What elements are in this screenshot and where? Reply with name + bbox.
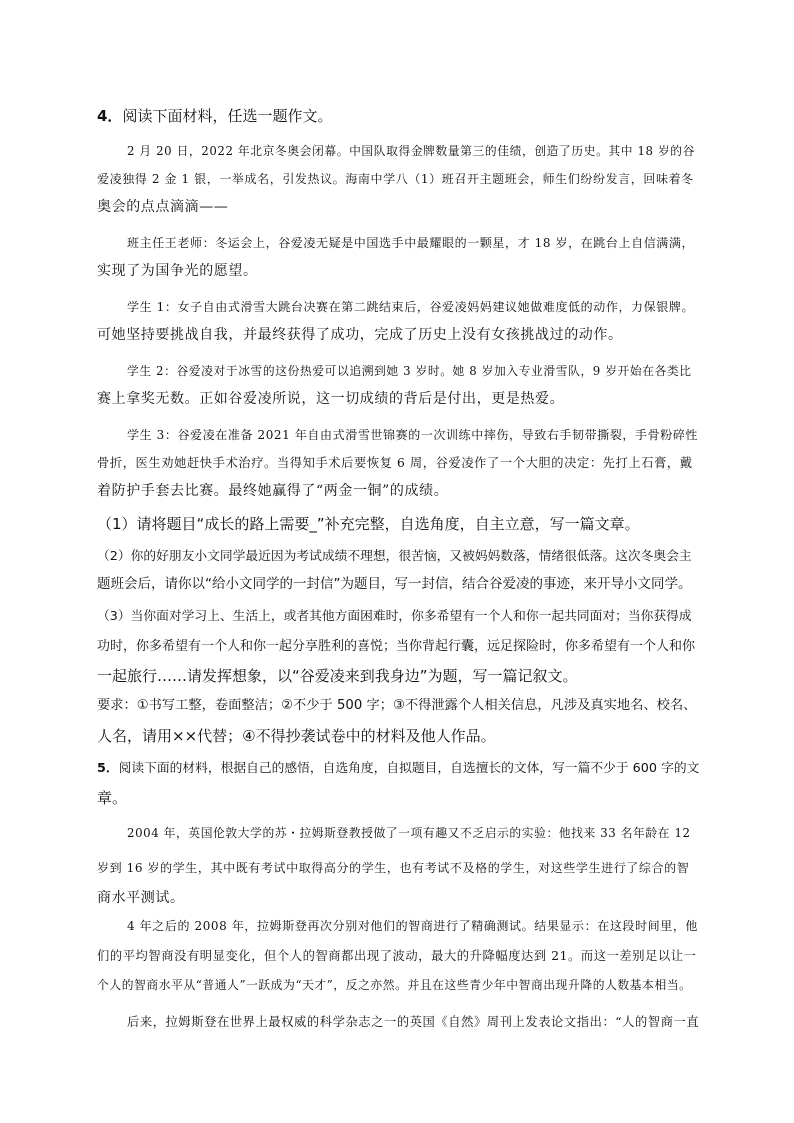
material-line: 4 年之后的 2008 年，拉姆斯登再次分别对他们的智商进行了精确测试。结果显示：在这段时间里，他 [127,919,699,933]
material-line: 后来，拉姆斯登在世界上最权威的科学杂志之一的英国《自然》周刊上发表论文指出：“人的智商一直 [127,1015,700,1029]
material-line: 着防护手套去比赛。最终她赢得了“两金一铜”的成绩。 [97,483,449,499]
question-prompt: 阅读下面材料，任选一题作文。 [122,107,333,125]
material-line: 商水平测试。 [97,890,185,906]
material-line: 2 月 20 日，2022 年北京冬奥会闭幕。中国队取得金牌数量第三的佳绩，创造了历史。其中 18 岁的谷 [127,144,695,158]
question-4-heading [97,106,332,126]
material-line: 学生 2：谷爱凌对于冰雪的这份热爱可以追溯到她 3 岁时。她 8 岁加入专业滑雪队，9 岁开始在各类比 [127,364,692,378]
question-prompt: 阅读下面的材料，根据自己的感悟，自选角度，自拟题目，自选擅长的文体，写一篇不少于 600 字的文 [118,761,700,776]
material-line: 赛上拿奖无数。正如谷爱凌所说，这一切成绩的背后是付出，更是热爱。 [97,391,565,407]
material-line: 骨折，医生劝她赶快手术治疗。当得知手术后要恢复 6 周，谷爱凌作了一个大胆的决定：先打上石膏，戴 [97,456,693,470]
material-line: 奥会的点点滴滴—— [97,199,229,215]
material-line: 岁到 16 岁的学生，其中既有考试中取得高分的学生，也有考试不及格的学生，对这些学生进行了综合的智 [97,861,690,875]
question-number: 5． [97,761,119,776]
task-line: （1）请将题目“成长的路上需要_”补充完整，自选角度，自主立意，写一篇文章。 [97,515,640,533]
material-line: 2004 年，英国伦敦大学的苏・拉姆斯登教授做了一项有趣又不乏启示的实验：他找来 33 名年龄在 12 [127,826,691,840]
requirement-line: 人名，请用××代替；④不得抄袭试卷中的材料及他人作品。 [97,727,496,745]
question-prompt-continued: 章。 [97,789,128,807]
task-line: （3）当你面对学习上、生活上，或者其他方面困难时，你多希望有一个人和你一起共同面对；当你获得成 [97,609,692,624]
material-line: 学生 3：谷爱凌在准备 2021 年自由式滑雪世锦赛的一次训练中摔伤，导致右手韧带撕裂，手骨粉碎性 [127,428,699,442]
material-line: 们的平均智商没有明显变化，但个人的智商都出现了波动，最大的升降幅度达到 21。而这一差别足以让一 [97,949,697,963]
material-line: 学生 1：女子自由式滑雪大跳台决赛在第二跳结束后，谷爱凌妈妈建议她做难度低的动作，力保银牌。 [127,300,695,314]
material-line: 班主任王老师：冬运会上，谷爱凌无疑是中国选手中最耀眼的一颗星，才 18 岁，在跳台上自信满满， [127,236,695,250]
task-line: （2）你的好朋友小文同学最近因为考试成绩不理想，很苦恼，又被妈妈数落，情绪很低落。这次冬奥会主 [97,549,692,564]
material-line: 可她坚持要挑战自我，并最终获得了成功，完成了历史上没有女孩挑战过的动作。 [97,327,623,343]
material-line: 爱凌独得 2 金 1 银，一举成名，引发热议。海南中学八（1）班召开主题班会，师生们纷纷发言，回味着冬 [97,172,694,186]
task-line: 功时，你多希望有一个人和你一起分享胜利的喜悦；当你背起行囊，远足探险时，你多希望有一个人和你 [97,639,696,654]
material-line: 实现了为国争光的愿望。 [97,263,258,279]
requirement-line: 要求：①书写工整，卷面整洁；②不少于 500 字；③不得泄露个人相关信息，凡涉及真实地名、校名、 [97,698,697,713]
question-5-heading [97,759,699,779]
task-line: 题班会后，请你以“给小文同学的一封信”为题目，写一封信，结合谷爱凌的事迹，来开导小文同学。 [97,576,692,592]
material-line: 个人的智商水平从“普通人”一跃成为“天才”，反之亦然。并且在这些青少年中智商出现升降的人数基本相当。 [97,978,692,992]
task-line: 一起旅行……请发挥想象，以“谷爱凌来到我身边”为题，写一篇记叙文。 [97,667,578,685]
question-number: 4． [97,107,123,125]
